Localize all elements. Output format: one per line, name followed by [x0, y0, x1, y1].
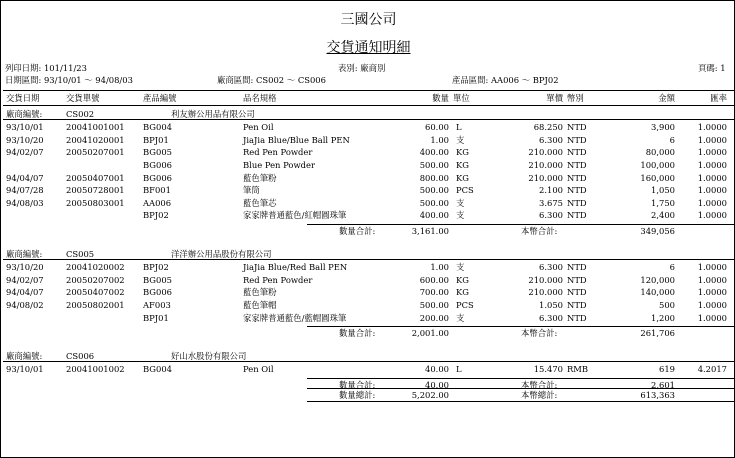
- cell-currency: NTD: [567, 172, 587, 183]
- cell-currency: NTD: [567, 159, 587, 170]
- cell-price: 6.300: [539, 312, 563, 323]
- cell-rate: 1.0000: [697, 287, 727, 298]
- vendor-name: 利友辦公用品有限公司: [171, 108, 255, 119]
- subtotal-qty-label: 數量合計:: [339, 225, 376, 236]
- cell-product-code: BG006: [143, 172, 172, 183]
- cell-rate: 1.0000: [697, 122, 727, 133]
- cell-rate: 4.2017: [697, 364, 727, 375]
- vendor-code: CS005: [66, 248, 95, 259]
- cell-qty: 500.00: [419, 197, 449, 208]
- subtotal-amount: 2,601: [651, 379, 675, 390]
- cell-unit: L: [456, 122, 462, 133]
- cell-qty: 600.00: [419, 274, 449, 285]
- cell-order-no: 20050207001: [66, 147, 125, 158]
- cell-product-code: BG005: [143, 147, 172, 158]
- cell-unit: KG: [456, 287, 469, 298]
- vendor-label: 廠商編號:: [6, 108, 43, 119]
- cell-rate: 1.0000: [697, 262, 727, 273]
- cell-currency: NTD: [567, 287, 587, 298]
- col-rate: 匯率: [710, 93, 727, 103]
- cell-amount: 120,000: [640, 274, 675, 285]
- cell-amount: 80,000: [645, 147, 675, 158]
- cell-product-code: AA006: [143, 197, 172, 208]
- vendor-name: 好山水股份有限公司: [171, 350, 247, 361]
- cell-order-no: 20050728001: [66, 185, 125, 196]
- cell-rate: 1.0000: [697, 210, 727, 221]
- cell-amount: 100,000: [640, 159, 675, 170]
- cell-amount: 140,000: [640, 287, 675, 298]
- cell-price: 6.300: [539, 210, 563, 221]
- cell-order-no: 20050407002: [66, 287, 125, 298]
- cell-qty: 200.00: [419, 312, 449, 323]
- cell-qty: 1.00: [430, 262, 449, 273]
- cell-currency: NTD: [567, 147, 587, 158]
- cell-price: 210.000: [528, 172, 563, 183]
- cell-date: 94/08/02: [6, 299, 44, 310]
- cell-product-name: Blue Pen Powder: [243, 159, 315, 170]
- cell-amount: 3,900: [651, 122, 675, 133]
- cell-qty: 1.00: [430, 134, 449, 145]
- subtotal-amount-label: 本幣合計:: [521, 379, 558, 390]
- grand-total-amount-label: 本幣總計:: [521, 389, 558, 400]
- cell-order-no: 20041001001: [66, 122, 125, 133]
- cell-order-no: 20050803001: [66, 197, 125, 208]
- cell-price: 6.300: [539, 262, 563, 273]
- cell-product-name: 家家牌普通藍色/紅帽圓珠筆: [243, 210, 347, 221]
- print-date: 列印日期: 101/11/23: [5, 63, 87, 73]
- subtotal-amount: 261,706: [640, 328, 675, 339]
- cell-unit: KG: [456, 172, 469, 183]
- cell-order-no: 20041020001: [66, 134, 125, 145]
- subtotal-amount-label: 本幣合計:: [521, 328, 558, 339]
- cell-rate: 1.0000: [697, 172, 727, 183]
- cell-order-no: 20050802001: [66, 299, 125, 310]
- cell-rate: 1.0000: [697, 134, 727, 145]
- cell-amount: 1,750: [651, 197, 675, 208]
- vendor-range: 廠商區間: CS002 ～ CS006: [217, 75, 326, 85]
- cell-order-no: 20050407001: [66, 172, 125, 183]
- cell-price: 210.000: [528, 159, 563, 170]
- cell-currency: NTD: [567, 134, 587, 145]
- cell-order-no: 20050207002: [66, 274, 125, 285]
- cell-currency: RMB: [567, 364, 589, 375]
- cell-product-name: 藍色筆粉: [243, 172, 277, 183]
- cell-rate: 1.0000: [697, 197, 727, 208]
- cell-amount: 1,050: [651, 185, 675, 196]
- vendor-label: 廠商編號:: [6, 248, 43, 259]
- cell-rate: 1.0000: [697, 274, 727, 285]
- col-product-code: 產品編號: [143, 93, 177, 103]
- cell-unit: L: [456, 364, 462, 375]
- cell-product-name: 筆筒: [243, 185, 260, 196]
- col-date: 交貨日期: [6, 93, 40, 103]
- grand-total-qty-label: 數量總計:: [339, 389, 376, 400]
- cell-product-code: BG004: [143, 364, 172, 375]
- cell-price: 210.000: [528, 274, 563, 285]
- cell-date: 94/02/07: [6, 147, 44, 158]
- cell-product-code: BG006: [143, 287, 172, 298]
- cell-qty: 400.00: [419, 147, 449, 158]
- cell-product-name: 藍色筆芯: [243, 197, 277, 208]
- cell-product-code: BF001: [143, 185, 171, 196]
- col-product-name: 品名規格: [243, 93, 277, 103]
- col-currency: 幣別: [567, 93, 584, 103]
- grand-total-qty: 5,202.00: [411, 389, 449, 400]
- column-header-rule: [3, 105, 734, 106]
- grand-total-amount: 613,363: [640, 389, 675, 400]
- cell-product-name: 藍色筆帽: [243, 299, 277, 310]
- cell-qty: 500.00: [419, 185, 449, 196]
- cell-date: 94/08/03: [6, 197, 44, 208]
- cell-unit: KG: [456, 159, 469, 170]
- subtotal-qty-label: 數量合計:: [339, 328, 376, 339]
- cell-order-no: 20041020002: [66, 262, 125, 273]
- cell-qty: 700.00: [419, 287, 449, 298]
- cell-currency: NTD: [567, 312, 587, 323]
- cell-price: 210.000: [528, 287, 563, 298]
- cell-price: 3.675: [539, 197, 563, 208]
- date-range: 日期區間: 93/10/01 ～ 94/08/03: [5, 75, 133, 85]
- cell-rate: 1.0000: [697, 185, 727, 196]
- cell-price: 210.000: [528, 147, 563, 158]
- cell-date: 94/04/07: [6, 287, 44, 298]
- cell-product-name: 藍色筆粉: [243, 287, 277, 298]
- table-type: 表別: 廠商別: [338, 63, 386, 73]
- cell-product-name: Pen Oil: [243, 364, 274, 375]
- cell-amount: 2,400: [651, 210, 675, 221]
- cell-product-code: BPJ01: [143, 134, 169, 145]
- cell-price: 2.100: [539, 185, 563, 196]
- vendor-code: CS002: [66, 108, 95, 119]
- cell-product-name: JiaJia Blue/Red Ball PEN: [243, 262, 348, 273]
- subtotal-qty: 3,161.00: [411, 225, 449, 236]
- cell-rate: 1.0000: [697, 312, 727, 323]
- cell-currency: NTD: [567, 122, 587, 133]
- cell-qty: 500.00: [419, 299, 449, 310]
- cell-amount: 6: [669, 134, 675, 145]
- cell-product-code: BPJ02: [143, 210, 169, 221]
- cell-date: 93/10/01: [6, 364, 44, 375]
- col-order-no: 交貨單號: [66, 93, 100, 103]
- cell-date: 94/02/07: [6, 274, 44, 285]
- col-unit: 單位: [453, 93, 470, 103]
- cell-currency: NTD: [567, 197, 587, 208]
- col-price: 單價: [546, 93, 563, 103]
- vendor-rule: [3, 259, 734, 260]
- cell-amount: 1,200: [651, 312, 675, 323]
- report-title: 交貨通知明細: [326, 40, 411, 56]
- cell-price: 68.250: [533, 122, 563, 133]
- vendor-name: 洋洋辦公用品股份有限公司: [171, 248, 272, 259]
- cell-amount: 500: [659, 299, 675, 310]
- cell-unit: 支: [456, 134, 465, 145]
- cell-unit: 支: [456, 210, 465, 221]
- cell-product-name: JiaJia Blue/Blue Ball PEN: [243, 134, 350, 145]
- cell-unit: PCS: [456, 185, 474, 196]
- cell-product-code: BG005: [143, 274, 172, 285]
- cell-amount: 619: [659, 364, 675, 375]
- cell-unit: 支: [456, 312, 465, 323]
- cell-unit: PCS: [456, 299, 474, 310]
- company-name: 三國公司: [340, 12, 397, 28]
- cell-currency: NTD: [567, 262, 587, 273]
- cell-price: 15.470: [533, 364, 563, 375]
- cell-price: 6.300: [539, 134, 563, 145]
- cell-date: 93/10/20: [6, 262, 44, 273]
- cell-unit: KG: [456, 147, 469, 158]
- col-qty: 數量: [432, 93, 449, 103]
- subtotal-qty: 40.00: [425, 379, 449, 390]
- subtotal-qty-label: 數量合計:: [339, 379, 376, 390]
- cell-qty: 40.00: [425, 364, 449, 375]
- cell-date: 94/04/07: [6, 172, 44, 183]
- cell-product-name: Red Pen Powder: [243, 147, 313, 158]
- cell-product-code: BPJ01: [143, 312, 169, 323]
- header-top-rule: [3, 90, 734, 91]
- vendor-rule: [3, 361, 734, 362]
- cell-date: 93/10/20: [6, 134, 44, 145]
- cell-product-code: BG006: [143, 159, 172, 170]
- cell-qty: 400.00: [419, 210, 449, 221]
- cell-product-code: BG004: [143, 122, 172, 133]
- subtotal-amount: 349,056: [640, 225, 675, 236]
- cell-unit: 支: [456, 262, 465, 273]
- col-amount: 金額: [658, 93, 675, 103]
- cell-amount: 160,000: [640, 172, 675, 183]
- vendor-label: 廠商編號:: [6, 350, 43, 361]
- cell-qty: 800.00: [419, 172, 449, 183]
- cell-price: 1.050: [539, 299, 563, 310]
- cell-date: 93/10/01: [6, 122, 44, 133]
- vendor-code: CS006: [66, 350, 95, 361]
- cell-currency: NTD: [567, 299, 587, 310]
- cell-currency: NTD: [567, 185, 587, 196]
- cell-qty: 60.00: [425, 122, 449, 133]
- cell-amount: 6: [669, 262, 675, 273]
- cell-unit: KG: [456, 274, 469, 285]
- product-range: 產品區間: AA006 ～ BPJ02: [452, 75, 559, 85]
- cell-date: 94/07/28: [6, 185, 44, 196]
- cell-unit: 支: [456, 197, 465, 208]
- subtotal-amount-label: 本幣合計:: [521, 225, 558, 236]
- cell-product-code: AF003: [143, 299, 171, 310]
- cell-product-code: BPJ02: [143, 262, 169, 273]
- cell-rate: 1.0000: [697, 159, 727, 170]
- cell-order-no: 20041001002: [66, 364, 125, 375]
- cell-currency: NTD: [567, 274, 587, 285]
- page-number: 頁碼: 1: [698, 63, 726, 73]
- cell-qty: 500.00: [419, 159, 449, 170]
- vendor-rule: [3, 119, 734, 120]
- cell-rate: 1.0000: [697, 147, 727, 158]
- cell-product-name: 家家牌普通藍色/藍帽圓珠筆: [243, 312, 347, 323]
- cell-product-name: Red Pen Powder: [243, 274, 313, 285]
- cell-rate: 1.0000: [697, 299, 727, 310]
- grand-total-bottom-rule: [307, 401, 734, 402]
- cell-currency: NTD: [567, 210, 587, 221]
- subtotal-qty: 2,001.00: [411, 328, 449, 339]
- cell-product-name: Pen Oil: [243, 122, 274, 133]
